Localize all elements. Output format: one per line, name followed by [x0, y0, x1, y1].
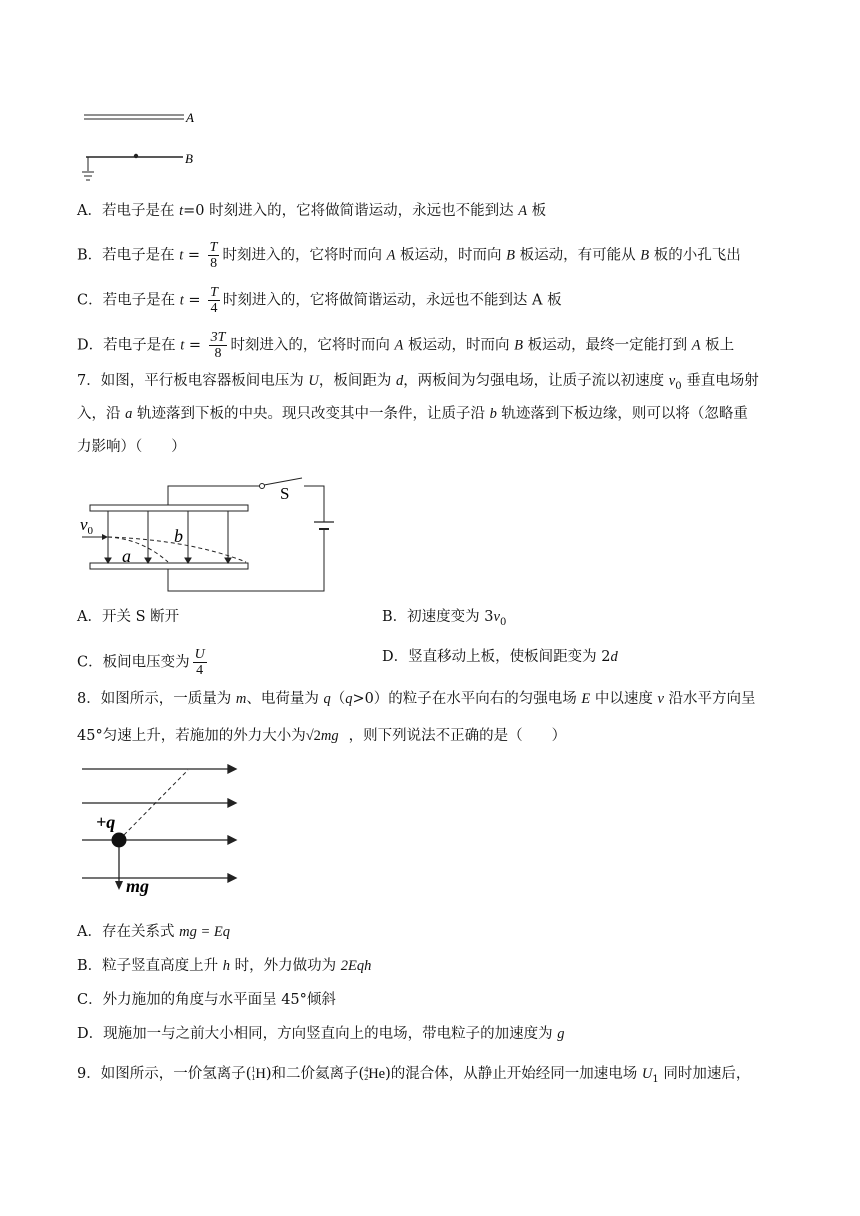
var-u: U — [641, 1066, 653, 1082]
mass-number: 1 — [251, 1065, 256, 1074]
var-h: h — [222, 958, 231, 974]
trajectory-b-label: b — [174, 526, 183, 546]
denominator: 4 — [210, 301, 218, 316]
var-t: t — [179, 247, 184, 264]
plates-figure — [80, 105, 210, 190]
capacitor-circuit-figure — [80, 474, 340, 596]
text: 7．如图，平行板电容器板间电压为 — [77, 373, 309, 389]
plate-name: A — [691, 337, 701, 354]
text: 板运动，时而向 — [403, 337, 515, 354]
text: C．外力施加的角度与水平面呈 45°倾斜 — [77, 992, 336, 1008]
weight-label: mg — [126, 876, 150, 896]
q7-option-a[interactable] — [77, 607, 179, 627]
text: 板上 — [700, 337, 735, 354]
var-e: E — [581, 691, 591, 707]
text: 、电荷量为 — [246, 691, 324, 707]
atomic-number: 1 — [251, 1073, 256, 1082]
velocity-label — [80, 515, 94, 537]
text: 中以速度 — [590, 691, 658, 707]
text: 板运动，有可能从 — [515, 247, 641, 264]
q7-option-b[interactable] — [382, 607, 506, 633]
text: )的混合体，从静止开始经同一加速电场 — [385, 1066, 642, 1082]
subscript: 0 — [675, 380, 682, 392]
text: C．板间电压变为 — [77, 654, 190, 671]
charge-label: +q — [96, 812, 116, 832]
text: =0 时刻进入的，它将做简谐运动，永远也不能到达 — [183, 203, 519, 219]
var-t: t — [179, 203, 184, 219]
text: ，板间距为 — [318, 373, 396, 389]
text: ，则下列说法不正确的是（ ） — [348, 728, 567, 744]
plate-name: B — [506, 247, 516, 264]
mass-number: 4 — [364, 1065, 369, 1074]
var-q: q — [323, 691, 331, 707]
q8-stem-line2 — [77, 726, 566, 746]
plate-name: B — [514, 337, 523, 354]
text: （ — [330, 691, 346, 707]
var-m: m — [235, 691, 247, 707]
q8-option-d[interactable] — [77, 1024, 564, 1044]
text: D．竖直移动上板，使板间距变为 2 — [382, 649, 611, 665]
text: 板运动，最终一定能打到 — [522, 337, 692, 354]
text: B．初速度变为 3 — [382, 609, 494, 625]
fraction — [208, 285, 220, 316]
var-mg: mg — [320, 728, 339, 744]
fraction — [193, 647, 207, 678]
text: 板运动，时而向 — [395, 247, 507, 264]
var-v: v — [493, 609, 500, 625]
text: A．开关 S 断开 — [77, 609, 180, 625]
text: B．粒子竖直高度上升 — [77, 958, 223, 974]
switch-label: S — [280, 484, 290, 503]
q8-stem-line1 — [77, 689, 756, 709]
text: D．现施加一与之前大小相同，方向竖直向上的电场，带电粒子的加速度为 — [77, 1026, 558, 1042]
q8-option-a[interactable] — [77, 922, 230, 942]
var-u: U — [308, 373, 319, 389]
numerator: 3T — [210, 330, 226, 345]
var-v: v — [657, 691, 664, 707]
plate-name: B — [640, 247, 650, 264]
denominator: 8 — [214, 346, 222, 361]
text: 9．如图所示，一价氢离子( — [77, 1066, 252, 1082]
text: = — [184, 337, 206, 354]
text: 垂直电场射 — [681, 373, 759, 389]
sqrt-two: √2 — [305, 728, 321, 744]
trajectory-a-label: a — [122, 546, 131, 566]
text: C．若电子是在 — [77, 292, 180, 309]
text: 45°匀速上升，若施加的外力大小为 — [77, 728, 306, 744]
text: 时，外力做功为 — [230, 958, 341, 974]
q6-option-a[interactable] — [77, 201, 546, 221]
q6-option-c[interactable] — [77, 285, 562, 316]
numerator: U — [194, 647, 205, 662]
text: 时刻进入的，它将做简谐运动，永远也不能到达 A 板 — [222, 292, 562, 309]
var-v: v — [668, 373, 676, 389]
text: A．若电子是在 — [77, 203, 180, 219]
text: 时刻进入的，它将时而向 — [230, 337, 395, 354]
numerator: T — [210, 285, 218, 300]
q7-option-c[interactable] — [77, 647, 210, 678]
v-subscript: 0 — [87, 525, 94, 537]
q7-option-d[interactable] — [382, 647, 618, 667]
text: = — [183, 292, 206, 309]
numerator: T — [209, 240, 218, 255]
v-symbol: v — [80, 515, 88, 534]
subscript: 1 — [652, 1073, 659, 1085]
plate-a-label: A — [186, 110, 194, 125]
q8-option-b[interactable] — [77, 956, 371, 976]
equation: 2Eqh — [340, 958, 372, 974]
text: ，两板间为匀强电场，让质子流以初速度 — [403, 373, 669, 389]
text: 同时加速后， — [658, 1066, 751, 1082]
text: A．存在关系式 — [77, 924, 180, 940]
text: D．若电子是在 — [77, 337, 181, 354]
subscript: 0 — [499, 616, 507, 628]
text: )和二价氦离子( — [265, 1066, 365, 1082]
fraction — [208, 240, 220, 271]
text: 8．如图所示，一质量为 — [77, 691, 236, 707]
denominator: 4 — [196, 663, 204, 678]
q7-stem-line2 — [77, 404, 748, 424]
text: 板的小孔飞出 — [649, 247, 741, 264]
text: >0）的粒子在水平向右的匀强电场 — [352, 691, 582, 707]
var-t: t — [179, 292, 184, 309]
var-g: g — [557, 1026, 565, 1042]
q9-stem-line1 — [77, 1064, 750, 1090]
text: 沿水平方向呈 — [663, 691, 756, 707]
text: 轨迹落到下板边缘，则可以将（忽略重 — [496, 406, 748, 422]
text: 时刻进入的，它将时而向 — [222, 247, 387, 264]
var-t: t — [180, 337, 185, 354]
var-b: b — [489, 406, 497, 422]
q8-option-c[interactable] — [77, 990, 336, 1010]
text: B．若电子是在 — [77, 247, 180, 264]
text: 轨迹落到下板的中央。现只改变其中一条件，让质子沿 — [132, 406, 490, 422]
equation: mg = Eq — [179, 924, 230, 940]
electric-field-figure — [80, 760, 250, 900]
text: 板 — [527, 203, 547, 219]
plate-name: A — [386, 247, 396, 264]
var-q: q — [345, 691, 353, 707]
plate-name: A — [518, 203, 528, 219]
q7-stem-line3 — [77, 437, 186, 457]
element-symbol: H — [255, 1066, 266, 1082]
var-a: a — [125, 406, 133, 422]
text: = — [183, 247, 205, 264]
q7-stem-line1 — [77, 371, 759, 397]
element-symbol: He — [368, 1066, 386, 1082]
text: 力影响）（ ） — [77, 439, 186, 455]
atomic-number: 2 — [364, 1073, 369, 1082]
var-d: d — [610, 649, 618, 665]
q6-option-d[interactable] — [77, 330, 734, 361]
q6-option-b[interactable] — [77, 240, 741, 271]
charged-particle — [112, 833, 127, 848]
plate-name: A — [394, 337, 404, 354]
text: 入，沿 — [77, 406, 126, 422]
denominator: 8 — [210, 256, 218, 271]
fraction — [209, 330, 228, 361]
plate-b-label: B — [185, 151, 193, 166]
var-d: d — [395, 373, 404, 389]
